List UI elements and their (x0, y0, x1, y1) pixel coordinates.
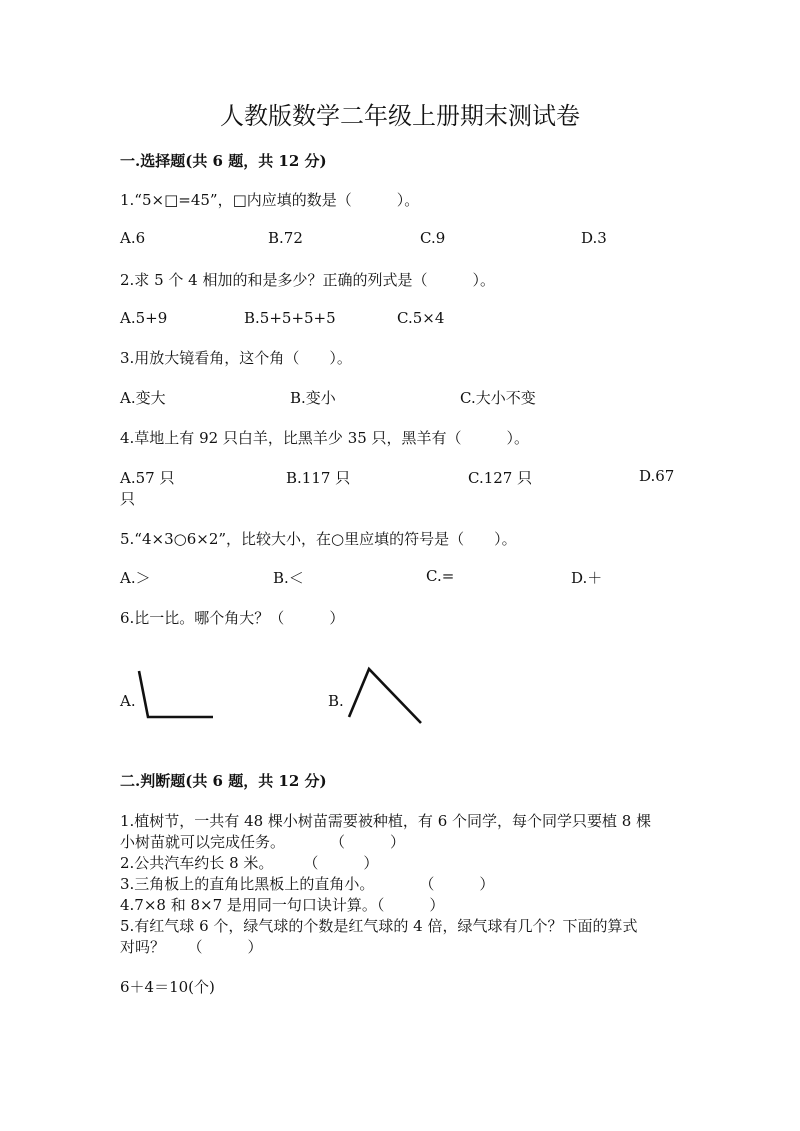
question-1-option-c[interactable]: C.9 (420, 229, 446, 247)
question-3-option-c[interactable]: C.大小不变 (460, 389, 536, 407)
question-2-option-c[interactable]: C.5×4 (397, 309, 445, 327)
judgement-3: 3.三角板上的直角比黑板上的直角小。 （ ） (120, 875, 495, 893)
judgement-1-line-1: 1.植树节，一共有 48 棵小树苗需要被种植，有 6 个同学，每个同学只要植 8 棵 (120, 812, 652, 830)
section-heading-choice: 一.选择题(共 6 题，共 12 分) (120, 152, 327, 170)
question-2-stem: 2.求 5 个 4 相加的和是多少？正确的列式是（ ）。 (120, 271, 495, 289)
judgement-5-equation: 6＋4＝10(个) (120, 978, 215, 996)
question-3-option-a[interactable]: A.变大 (120, 389, 166, 407)
question-5-option-d[interactable]: D.＋ (571, 569, 603, 587)
question-6-stem: 6.比一比。哪个角大？（ ） (120, 609, 345, 627)
judgement-2: 2.公共汽车约长 8 米。 （ ） (120, 854, 379, 872)
question-1-stem: 1.“5×□=45”，□内应填的数是（ ）。 (120, 191, 420, 209)
section-heading-judgement: 二.判断题(共 6 题，共 12 分) (120, 772, 327, 790)
question-4-option-b[interactable]: B.117 只 (286, 469, 351, 487)
question-2-option-a[interactable]: A.5+9 (120, 309, 168, 327)
question-2-option-b[interactable]: B.5+5+5+5 (244, 309, 336, 327)
question-4-option-d-wrap: 只 (120, 490, 136, 508)
judgement-5-line-2: 对吗？ （ ） (120, 938, 263, 956)
judgement-1-line-2: 小树苗就可以完成任务。 （ ） (120, 833, 406, 851)
question-1-option-a[interactable]: A.6 (120, 229, 146, 247)
question-1-option-b[interactable]: B.72 (268, 229, 303, 247)
question-4-option-a[interactable]: A.57 只 (120, 469, 175, 487)
question-6-option-a[interactable]: A. (120, 692, 136, 710)
question-5-option-b[interactable]: B.＜ (273, 569, 304, 587)
angle-a-figure (135, 668, 220, 723)
question-4-option-d[interactable]: D.67 (639, 467, 675, 485)
question-1-option-d[interactable]: D.3 (581, 229, 607, 247)
question-4-stem: 4.草地上有 92 只白羊，比黑羊少 35 只，黑羊有（ ）。 (120, 429, 530, 447)
question-5-option-a[interactable]: A.＞ (120, 569, 151, 587)
judgement-4: 4.7×8 和 8×7 是用同一句口诀计算。（ ） (120, 896, 445, 914)
question-5-option-c[interactable]: C.= (426, 567, 455, 585)
question-6-option-b[interactable]: B. (328, 692, 344, 710)
judgement-5-line-1: 5.有红气球 6 个，绿气球的个数是红气球的 4 倍，绿气球有几个？下面的算式 (120, 917, 638, 935)
question-4-option-c[interactable]: C.127 只 (468, 469, 533, 487)
page-title: 人教版数学二年级上册期末测试卷 (220, 102, 580, 130)
angle-b-figure (345, 666, 427, 728)
question-3-stem: 3.用放大镜看角，这个角（ ）。 (120, 349, 352, 367)
question-3-option-b[interactable]: B.变小 (290, 389, 336, 407)
question-5-stem: 5.“4×3○6×2”，比较大小，在○里应填的符号是（ ）。 (120, 530, 517, 548)
